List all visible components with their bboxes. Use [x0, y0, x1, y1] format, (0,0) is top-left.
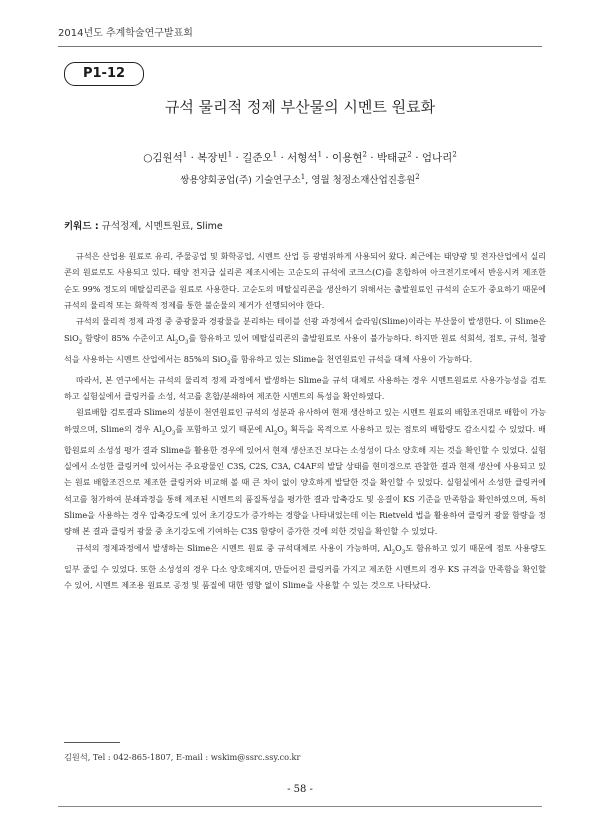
affiliation-2: 영월 청정소재산업진흥원 [311, 175, 416, 186]
header-rule [58, 46, 542, 47]
author-name: 길준오 [242, 152, 273, 164]
subscript: 3 [401, 549, 406, 556]
text-run: 를 포함하고 있기 때문에 Al [175, 423, 274, 434]
text-run: O [395, 542, 402, 553]
author-separator: · [277, 152, 288, 164]
text-run: 도 함유하고 있기 때문에 점토 사용량도 일부 줄일 수 있었다. 또한 소성성의 경우 다소 양호해지며, 만들어진 클링커를 가지고 제조한 시멘트의 경우 KS 규격을 만족함을 확인할 수 있어, 시멘트 제조용 원료로 공정 및 품질에 대한 영향 없이 Slime을 사용할 수 있는 것으로 나타났다. [64, 542, 546, 590]
author-affil-mark: 2 [452, 150, 457, 159]
subscript: 2 [391, 549, 396, 556]
paper-title: 규석 물리적 정제 부산물의 시멘트 원료화 [164, 98, 436, 116]
body-paragraph [64, 313, 546, 371]
affiliation-1-mark: 1 [300, 172, 306, 181]
text-run: 규석의 물리적 정제 과정 중 중광물과 경광물을 분리하는 테이블 선광 과정에서 슬라임(Slime)이라는 부산물이 발생한다. 이 Slime은 SiO [64, 316, 546, 343]
affiliation [0, 172, 600, 186]
text-run: 원료배합 검토결과 Slime의 성분이 천연원료인 규석의 성분과 유사하여 현재 생산하고 있는 시멘트 원료의 배합조건대로 배합이 가능하였으며, Slime의 경우 Al [64, 407, 546, 434]
author-affil-mark: 2 [407, 150, 412, 159]
body-paragraph [64, 372, 546, 405]
text-run: 규석은 산업용 원료로 유리, 주물공업 및 화학공업, 시멘트 산업 등 광범위하게 사용되어 왔다. 최근에는 태양광 및 전자산업에서 실리콘의 원료로도 사용되고 있다. 태양 전지급 실리콘 제조시에는 고순도의 규석에 코크스(C)를 혼합하여 아크전기로에서 반응시켜 제조한 순도 99% 정도의 메탈실리콘을 원료로 사용한다. 고순도의 메탈실리콘을 생산하기 위해서는 출발원료인 규석의 순도가 중요하기 때문에 규석의 물리적 또는 화학적 정제를 통한 불순물의 제거가 선행되어야 한다. [64, 251, 547, 311]
text-run: O [277, 423, 284, 434]
author-separator: · [411, 152, 422, 164]
session-badge: P1-12 [64, 62, 144, 86]
text-run: 를 함유하고 있어 메탈실리콘의 출발원료로 사용이 불가능하다. 하지만 원료 석회석, 점토, 규석, 철광석을 사용하는 시멘트 산업에서는 85%의 SiO [64, 332, 546, 364]
author-name: 엄나리 [421, 152, 453, 164]
subscript: 2 [161, 430, 166, 437]
author-list [0, 150, 600, 165]
text-run: 규석의 정제과정에서 발생하는 Slime은 시멘트 원료 중 규석대체로 사용이 가능하며, Al [76, 542, 392, 553]
footnote: 김원석, Tel : 042-865-1807, E-mail : wskim@ssrc.ssy.co.kr [64, 752, 301, 762]
subscript: 2 [174, 339, 179, 346]
subscript: 2 [78, 339, 83, 346]
text-run: 따라서, 본 연구에서는 규석의 물리적 정제 과정에서 발생하는 Slime을 규석 대체로 사용하는 경우 시멘트원료로 사용가능성을 검토하고 실험실에서 클링커를 소성, 석고를 혼합/분쇄하여 제조한 시멘트의 특성을 확인하였다. [64, 374, 546, 401]
affiliation-1: 쌍용양회공업(주) 기술연구소 [180, 175, 301, 186]
text-run: O [178, 332, 186, 343]
subscript: 3 [171, 430, 176, 437]
author-name: 박태균 [376, 152, 408, 164]
author-name: 복장빈 [197, 152, 228, 164]
footnote-rule [64, 742, 120, 743]
affiliation-2-mark: 2 [415, 172, 420, 181]
subscript: 2 [273, 430, 278, 437]
subscript: 2 [226, 360, 231, 367]
footer-rule [58, 806, 542, 807]
affiliation-sep: , [305, 175, 312, 186]
text-run: 획득을 목적으로 사용하고 있는 점토의 배합량도 감소시킬 수 있었다. 배합원료의 소성성 평가 결과 Slime을 활용한 경우에 있어서 현재 생산조건 보다는 소성성이 다소 양호해 지는 것을 확인할 수 있었다. 실험실에서 소성한 클링커에 있어서는 주요광물인 C3S, C2S, C3A, C4AF의 발달 상태를 현미경으로 관찰한 결과 현재 생산에 사용되고 있는 원료 배합조건으로 제조한 클링커와 비교해 볼 때 큰 차이 없이 양호하게 발달한 것을 확인할 수 있었다. 실험실에서 소성한 클링커에 석고를 첨가하여 분쇄과정을 통해 제조된 시멘트의 품질특성을 평가한 결과 압축강도 및 응결이 KS 기준을 만족함을 확인하였으며, 특히 Slime을 사용하는 경우 압축강도에 있어 초기강도가 증가하는 경향을 나타내었는데 이는 Rietveld 법을 활용하여 클링커 광물 함량을 정량해 본 결과 클링커 광물 중 초기강도에 기여하는 C3S 함량이 증가한 것에 의한 것임을 확인할 수 있었다. [64, 423, 546, 537]
author-affil-mark: 1 [182, 150, 188, 159]
keywords [64, 218, 223, 232]
author-name: ○김원석 [143, 152, 183, 164]
subscript: 3 [185, 339, 189, 346]
text-run: O [165, 423, 172, 434]
text-run: 를 함유하고 있는 Slime을 천연원료인 규석을 대체 사용이 가능하다. [230, 353, 473, 364]
author-affil-mark: 1 [317, 150, 323, 159]
body-paragraph [64, 540, 546, 594]
abstract-body [64, 248, 546, 593]
body-paragraph [64, 248, 546, 313]
author-name: 서형석 [287, 152, 318, 164]
subscript: 3 [283, 430, 288, 437]
text-run: 함량이 85% 수준이고 Al [82, 332, 175, 343]
keywords-label: 키워드 : [64, 221, 99, 232]
author-separator: · [232, 152, 243, 164]
page-number: - 58 - [287, 784, 313, 795]
author-separator: · [187, 152, 198, 164]
keywords-text: 규석정제, 시멘트원료, Slime [101, 221, 223, 232]
author-separator: · [366, 152, 377, 164]
body-paragraph [64, 404, 546, 539]
author-affil-mark: 2 [362, 150, 367, 159]
author-affil-mark: 1 [227, 150, 233, 159]
author-affil-mark: 1 [272, 150, 278, 159]
author-separator: · [322, 152, 333, 164]
conference-header: 2014년도 추계학술연구발표회 [58, 28, 193, 39]
author-name: 이용현 [332, 152, 363, 164]
